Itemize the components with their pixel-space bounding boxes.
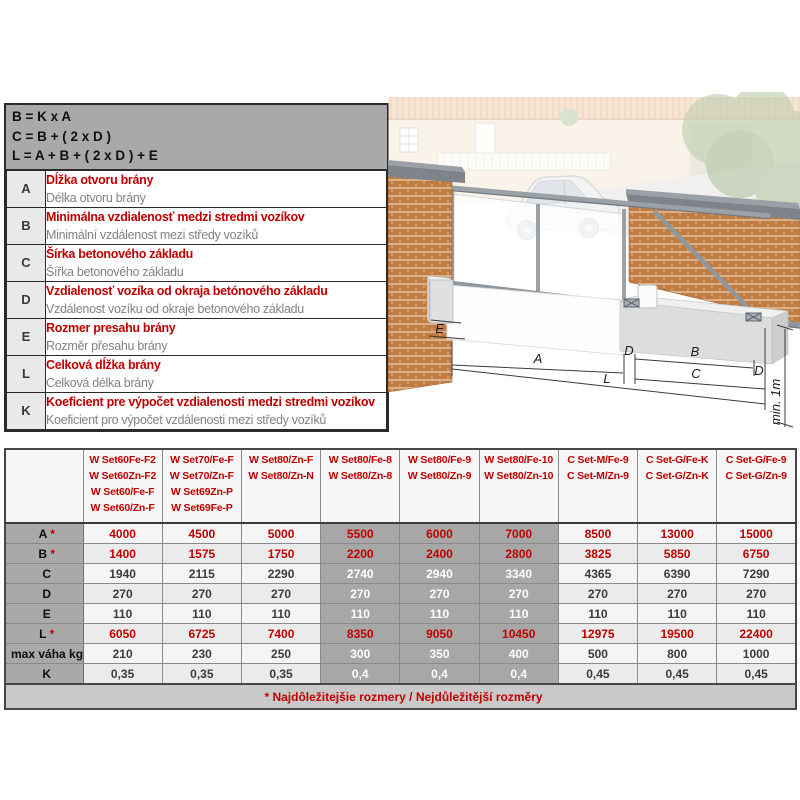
row-label (5, 544, 83, 564)
row-label (5, 523, 83, 544)
column-header (479, 449, 558, 523)
legend-description (46, 281, 387, 318)
set-name: W Set80/Fe-9 (408, 454, 471, 466)
important-star: * (46, 626, 55, 641)
table-cell: 0,4 (321, 664, 400, 685)
legend-text-sk: Celková dĺžka brány (46, 357, 161, 372)
table-cell: 4500 (162, 523, 241, 544)
table-cell: 6750 (717, 544, 796, 564)
dim-label-a: A (533, 351, 543, 366)
table-cell: 7000 (479, 523, 558, 544)
table-cell: 8350 (321, 624, 400, 644)
dim-label-b: B (690, 344, 700, 359)
row-label (5, 604, 83, 624)
dim-label-l: L (603, 371, 611, 386)
dim-label-d2: D (754, 363, 764, 378)
column-header (321, 449, 400, 523)
set-name: W Set69Fe-P (171, 502, 233, 514)
table-row-E (5, 604, 796, 624)
set-name: W Set80/Zn-9 (407, 470, 472, 482)
legend-letter: L (7, 355, 46, 392)
table-cell: 0,35 (241, 664, 320, 685)
legend-row-C (7, 244, 387, 281)
legend-row-B (7, 207, 387, 244)
set-name: C Set-M/Fe-9 (567, 454, 629, 466)
table-cell: 230 (162, 644, 241, 664)
legend-row-K (7, 392, 387, 429)
table-cell: 1000 (717, 644, 796, 664)
legend-row-A (7, 170, 387, 207)
legend-letter: K (7, 392, 46, 429)
row-label (5, 624, 83, 644)
footnote-row (5, 684, 796, 709)
table-cell: 2200 (321, 544, 400, 564)
table-cell: 1750 (241, 544, 320, 564)
table-cell: 110 (162, 604, 241, 624)
table-row-max-vaha (5, 644, 796, 664)
set-name: W Set80/Zn-10 (484, 470, 554, 482)
legend-text-sk: Koeficient pre výpočet vzdialenosti medzi stredmi vozíkov (46, 394, 375, 409)
table-cell: 5000 (241, 523, 320, 544)
set-name: C Set-G/Zn-K (645, 470, 709, 482)
table-cell: 2290 (241, 564, 320, 584)
formula-line: C = B + ( 2 x D ) (12, 128, 112, 144)
table-cell: 9050 (400, 624, 479, 644)
legend-letter: B (7, 207, 46, 244)
table-row-A (5, 523, 796, 544)
legend-text-sk: Šírka betonového základu (46, 246, 194, 261)
table-cell: 0,45 (717, 664, 796, 685)
table-cell: 270 (321, 584, 400, 604)
set-name: W Set70/Zn-F (169, 470, 234, 482)
table-cell: 800 (638, 644, 717, 664)
table-cell: 15000 (717, 523, 796, 544)
table-cell: 4000 (83, 523, 162, 544)
table-cell: 110 (558, 604, 637, 624)
row-label (5, 664, 83, 685)
legend-text-sk: Minimálna vzdialenosť medzi stredmi vozíkov (46, 209, 305, 224)
legend-text-cz: Minimální vzdálenost mezi středy vozíků (46, 227, 258, 242)
row-label-text: max váha kg (11, 646, 84, 661)
table-cell: 110 (321, 604, 400, 624)
row-label-text: E (42, 606, 51, 621)
table-cell: 110 (717, 604, 796, 624)
legend-text-cz: Celková délka brány (46, 375, 154, 390)
table-cell: 3340 (479, 564, 558, 584)
set-name: C Set-G/Fe-9 (725, 454, 787, 466)
table-cell: 270 (479, 584, 558, 604)
table-cell: 1575 (162, 544, 241, 564)
set-name: W Set69Zn-P (170, 486, 233, 498)
legend-text-cz: Šířka betonového základu (46, 264, 184, 279)
legend-description (46, 318, 387, 355)
table-row-B (5, 544, 796, 564)
legend-description (46, 170, 387, 207)
table-cell: 2115 (162, 564, 241, 584)
table-cell: 4365 (558, 564, 637, 584)
table-cell: 270 (241, 584, 320, 604)
table-cell: 1400 (83, 544, 162, 564)
table-cell: 22400 (717, 624, 796, 644)
legend-row-L (7, 355, 387, 392)
table-cell: 0,35 (162, 664, 241, 685)
table-row-K (5, 664, 796, 685)
legend-description (46, 207, 387, 244)
table-row-L (5, 624, 796, 644)
legend-text-cz: Délka otvoru brány (46, 190, 146, 205)
legend-letter: C (7, 244, 46, 281)
table-cell: 250 (241, 644, 320, 664)
table-cell: 5850 (638, 544, 717, 564)
legend-letter: D (7, 281, 46, 318)
set-name: C Set-G/Zn-9 (725, 470, 787, 482)
set-name: W Set80/Zn-N (248, 470, 314, 482)
table-cell: 270 (162, 584, 241, 604)
dim-label-d1: D (624, 343, 634, 358)
legend-description (46, 244, 387, 281)
table-cell: 12975 (558, 624, 637, 644)
legend-letter: A (7, 170, 46, 207)
table-cell: 500 (558, 644, 637, 664)
table-cell: 5500 (321, 523, 400, 544)
table-cell: 6725 (162, 624, 241, 644)
table-cell: 3825 (558, 544, 637, 564)
gate-sets-table (4, 448, 797, 710)
row-label-text: K (42, 666, 52, 681)
table-row-D (5, 584, 796, 604)
table-cell: 13000 (638, 523, 717, 544)
row-label-text: A (38, 526, 47, 541)
table-cell: 0,45 (638, 664, 717, 685)
table-cell: 270 (638, 584, 717, 604)
legend-panel (4, 103, 389, 432)
table-corner-cell (5, 449, 83, 523)
column-header (83, 449, 162, 523)
column-header (717, 449, 796, 523)
column-header (241, 449, 320, 523)
column-header (638, 449, 717, 523)
set-name: W Set80/Zn-8 (328, 470, 393, 482)
legend-text-sk: Vzdialenosť vozíka od okraja betónového základu (46, 283, 328, 298)
table-cell: 210 (83, 644, 162, 664)
table-cell: 0,45 (558, 664, 637, 685)
gate-illustration-svg (388, 92, 800, 450)
row-label-text: D (42, 586, 52, 601)
footnote-text: * Najdôležitejšie rozmery / Nejdůležitější rozměry (5, 684, 796, 709)
legend-text-cz: Vzdálenost vozíku od okraje betonového základu (46, 301, 304, 316)
column-header (162, 449, 241, 523)
table-row-C (5, 564, 796, 584)
table-cell: 110 (83, 604, 162, 624)
table-cell: 270 (558, 584, 637, 604)
table-cell: 10450 (479, 624, 558, 644)
set-name: W Set70/Fe-F (170, 454, 234, 466)
table-cell: 0,35 (83, 664, 162, 685)
table-cell: 2400 (400, 544, 479, 564)
table-cell: 2940 (400, 564, 479, 584)
table-cell: 6000 (400, 523, 479, 544)
table-cell: 110 (479, 604, 558, 624)
table-cell: 0,4 (479, 664, 558, 685)
table-cell: 19500 (638, 624, 717, 644)
table-cell: 0,4 (400, 664, 479, 685)
table-cell: 300 (321, 644, 400, 664)
table-cell: 350 (400, 644, 479, 664)
legend-description (46, 392, 387, 429)
row-label-text: B (38, 546, 48, 561)
dim-label-e: E (435, 321, 444, 336)
set-name: W Set80/Zn-F (248, 454, 314, 466)
set-name: W Set80/Fe-8 (328, 454, 392, 466)
legend-text-cz: Koeficient pro výpočet vzdálenosti mezi středy vozíků (46, 412, 327, 427)
legend-row-D (7, 281, 387, 318)
row-label (5, 564, 83, 584)
table-cell: 6050 (83, 624, 162, 644)
table-cell: 400 (479, 644, 558, 664)
table-cell: 1940 (83, 564, 162, 584)
set-name: C Set-M/Zn-9 (567, 470, 629, 482)
gate-illustration (388, 92, 800, 450)
formula-line: L = A + B + ( 2 x D ) + E (12, 148, 158, 163)
row-label-text: C (42, 566, 52, 581)
set-name: W Set80/Fe-10 (484, 454, 553, 466)
table-cell: 7400 (241, 624, 320, 644)
formula-line: B = K x A (12, 109, 72, 124)
legend-text-sk: Rozmer presahu brány (46, 320, 176, 335)
legend-table (6, 170, 387, 430)
table-cell: 270 (400, 584, 479, 604)
table-cell: 2800 (479, 544, 558, 564)
legend-row-E (7, 318, 387, 355)
formula-header (6, 105, 387, 170)
table-cell: 270 (717, 584, 796, 604)
legend-text-cz: Rozměr přesahu brány (46, 338, 168, 353)
set-name: W Set60/Zn-F (90, 502, 155, 514)
table-cell: 7290 (717, 564, 796, 584)
set-name: W Set60Zn-F2 (89, 470, 157, 482)
set-name: C Set-G/Fe-K (645, 454, 709, 466)
legend-description (46, 355, 387, 392)
set-name: W Set60Fe-F2 (89, 454, 156, 466)
important-star: * (46, 526, 55, 541)
legend-letter: E (7, 318, 46, 355)
table-cell: 2740 (321, 564, 400, 584)
table-header-row (5, 449, 796, 523)
row-label-text: L (39, 626, 47, 641)
set-name: W Set60/Fe-F (90, 486, 155, 498)
important-star: * (47, 546, 56, 561)
dim-label-min-1m: min. 1m (768, 378, 783, 425)
column-header (400, 449, 479, 523)
table-cell: 8500 (558, 523, 637, 544)
table-cell: 110 (638, 604, 717, 624)
row-label (5, 644, 83, 664)
column-header (558, 449, 637, 523)
table-cell: 110 (400, 604, 479, 624)
row-label (5, 584, 83, 604)
dim-label-c: C (691, 366, 701, 381)
table-cell: 6390 (638, 564, 717, 584)
legend-text-sk: Dĺžka otvoru brány (46, 172, 154, 187)
table-cell: 110 (241, 604, 320, 624)
table-cell: 270 (83, 584, 162, 604)
